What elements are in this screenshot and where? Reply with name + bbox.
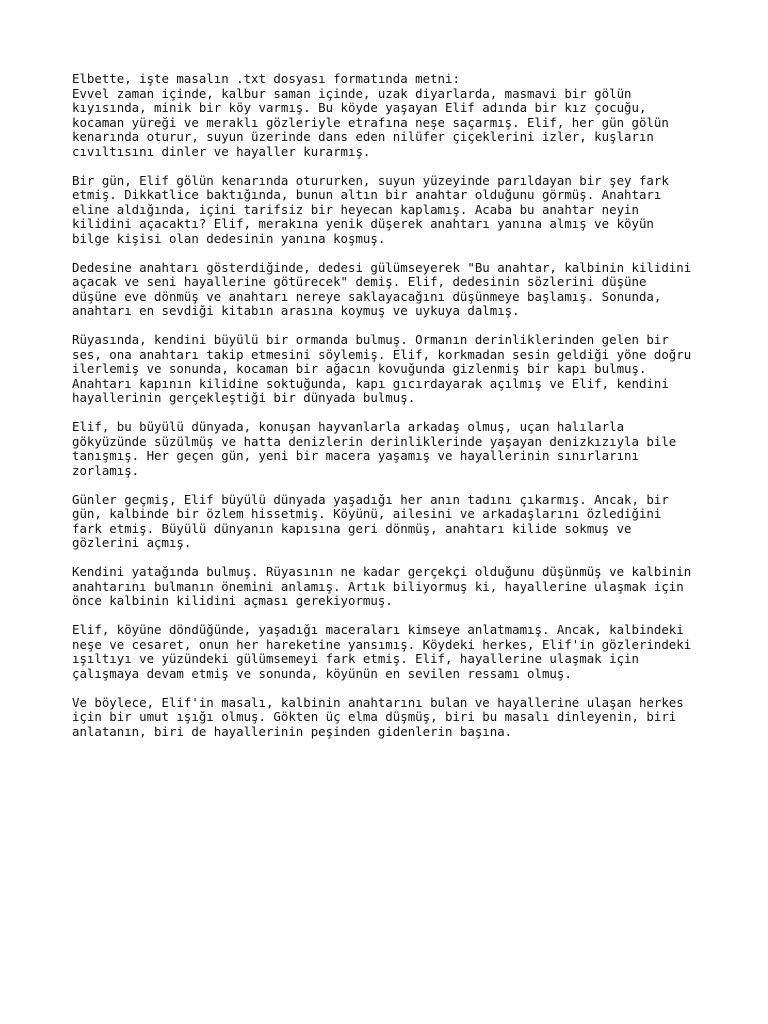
text-line: önce kalbinin kilidini açması gerekiyormuş. xyxy=(72,593,393,608)
text-line: kocaman yüreği ve meraklı gözleriyle etrafına neşe saçarmış. Elif, her gün gölün xyxy=(72,114,669,130)
text-line: Ve böylece, Elif'in masalı, kalbinin anahtarını bulan ve hayallerine ulaşan herkes xyxy=(72,694,684,710)
text-line: Dedesine anahtarı gösterdiğinde, dedesi gülümseyerek "Bu anahtar, kalbinin kilidini xyxy=(72,259,692,275)
text-line: anahtarı en sevdiği kitabın arasına koymuş ve uykuya dalmış. xyxy=(72,303,520,318)
text-line: fark etmiş. Büyülü dünyanın kapısına geri dönmüş, anahtarı kilide sokmuş ve xyxy=(72,520,632,536)
text-line: anlatanın, biri de hayallerinin peşinden gidenlerin başına. xyxy=(72,723,513,739)
text-line: tanışmış. Her geçen gün, yeni bir macera yaşamış ve hayallerinin sınırlarını xyxy=(72,448,639,463)
story-paragraph xyxy=(72,565,712,609)
story-paragraph xyxy=(72,623,712,681)
text-line: Kendini yatağında bulmuş. Rüyasının ne kadar gerçekçi olduğunu düşünmüş ve kalbinin xyxy=(72,564,692,579)
text-line: cıvıltısını dinler ve hayaller kurarmış. xyxy=(72,143,371,159)
text-line: çalışmaya devam etmiş ve sonunda, köyünün en sevilen ressamı olmuş. xyxy=(72,665,572,681)
text-line: neşe ve cesaret, onun her hareketine yansımış. Köydeki herkes, Elif'in gözlerindeki xyxy=(72,636,692,652)
story-paragraph xyxy=(72,87,712,160)
story-paragraph xyxy=(72,420,712,478)
text-line: anahtarını bulmanın önemini anlamış. Artık biliyormuş ki, hayallerine ulaşmak için xyxy=(72,578,684,594)
text-line: düşüne eve dönmüş ve anahtarı nereye saklayacağını düşünmeye başlamış. Sonunda, xyxy=(72,288,662,304)
text-line: Elif, bu büyülü dünyada, konuşan hayvanlarla arkadaş olmuş, uçan halılarla xyxy=(72,419,625,434)
text-line: Günler geçmiş, Elif büyülü dünyada yaşadığı her anın tadını çıkarmış. Ancak, bir xyxy=(72,491,669,507)
intro-line: Elbette, işte masalın .txt dosyası formatında metni: xyxy=(72,71,460,86)
text-line: için bir umut ışığı olmuş. Gökten üç elma düşmüş, biri bu masalı dinleyenin, biri xyxy=(72,709,677,724)
story-paragraph xyxy=(72,493,712,551)
text-line: kenarında oturur, suyun üzerinde dans eden nilüfer çiçeklerini izler, kuşların xyxy=(72,129,654,144)
text-line: açacak ve seni hayallerine götürecek" demiş. Elif, dedesinin sözlerini düşüne xyxy=(72,274,647,289)
text-line: hayallerinin gerçekleştiği bir dünyada bulmuş. xyxy=(72,390,416,405)
story-paragraph xyxy=(72,261,712,319)
story-body xyxy=(72,87,712,740)
text-line: kıyısında, minik bir köy varmış. Bu köyde yaşayan Elif adında bir kız çocuğu, xyxy=(72,100,647,115)
story-paragraph xyxy=(72,333,712,406)
text-line: zorlamış. xyxy=(72,462,140,478)
story-paragraph xyxy=(72,696,712,740)
text-line: ilerlemiş ve sonunda, kocaman bir ağacın kovuğunda gizlenmiş bir kapı bulmuş. xyxy=(72,361,647,376)
text-line: Bir gün, Elif gölün kenarında otururken, suyun yüzeyinde parıldayan bir şey fark xyxy=(72,172,669,188)
text-line: eline aldığında, içini tarifsiz bir heyecan kaplamış. Acaba bu anahtar neyin xyxy=(72,201,639,217)
text-line: Anahtarı kapının kilidine soktuğunda, kapı gıcırdayarak açılmış ve Elif, kendini xyxy=(72,375,669,391)
text-line: kilidini açacaktı? Elif, merakına yenik düşerek anahtarı yanına almış ve köyün xyxy=(72,216,654,231)
text-line: Rüyasında, kendini büyülü bir ormanda bulmuş. Ormanın derinliklerinden gelen bir xyxy=(72,332,669,347)
text-line: gökyüzünde süzülmüş ve hatta denizlerin derinliklerinde yaşayan denizkızıyla bile xyxy=(72,433,677,449)
text-line: bilge kişisi olan dedesinin yanına koşmuş. xyxy=(72,230,386,246)
story-paragraph xyxy=(72,174,712,247)
text-line: gözlerini açmış. xyxy=(72,535,192,550)
text-line: ışıltıyı ve yüzündeki gülümsemeyi fark etmiş. Elif, hayallerine ulaşmak için xyxy=(72,651,639,666)
document-page xyxy=(72,72,712,754)
text-line: Elif, köyüne döndüğünde, yaşadığı maceraları kimseye anlatmamış. Ancak, kalbindeki xyxy=(72,622,684,637)
text-line: etmiş. Dikkatlice baktığında, bunun altın bir anahtar olduğunu görmüş. Anahtarı xyxy=(72,187,662,202)
text-line: ses, ona anahtarı takip etmesini söylemiş. Elif, korkmadan sesin geldiği yöne doğru xyxy=(72,346,692,362)
text-line: Evvel zaman içinde, kalbur saman içinde, uzak diyarlarda, masmavi bir gölün xyxy=(72,85,632,101)
text-line: gün, kalbinde bir özlem hissetmiş. Köyünü, ailesini ve arkadaşlarını özlediğini xyxy=(72,506,662,521)
